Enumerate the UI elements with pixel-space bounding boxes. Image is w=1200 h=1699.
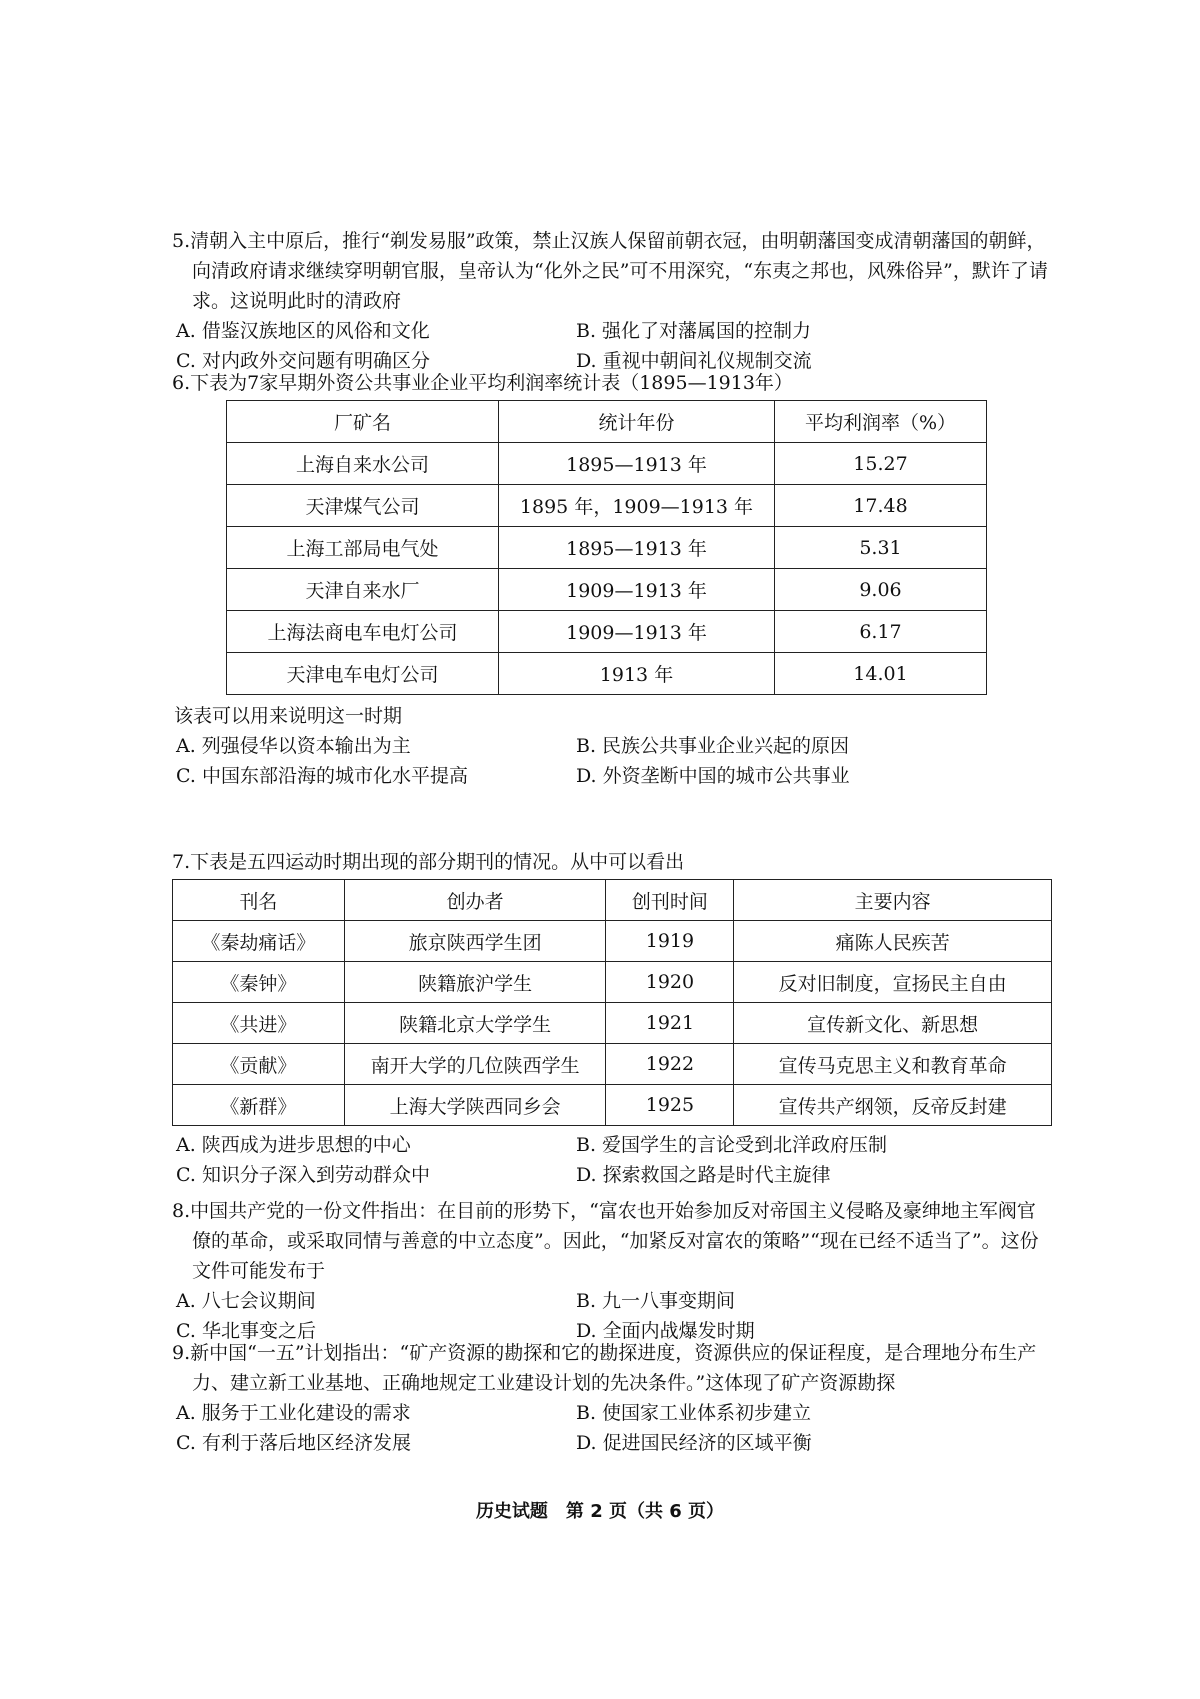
option-a: A. 服务于工业化建设的需求 xyxy=(176,1402,411,1424)
table-cell: 上海自来水公司 xyxy=(227,443,499,485)
table-cell: 旅京陕西学生团 xyxy=(344,921,606,962)
table-cell: 天津自来水厂 xyxy=(227,569,499,611)
table-cell: 1895—1913 年 xyxy=(499,443,775,485)
table-cell: 上海工部局电气处 xyxy=(227,527,499,569)
option-c: C. 有利于落后地区经济发展 xyxy=(176,1432,411,1454)
question-stem: 6.下表为7家早期外资公共事业企业平均利润率统计表（1895—1913年） xyxy=(172,372,793,394)
question-stem: 7.下表是五四运动时期出现的部分期刊的情况。从中可以看出 xyxy=(172,851,685,873)
option-d: D. 重视中朝间礼仪规制交流 xyxy=(576,350,812,372)
options xyxy=(172,316,1052,376)
table-cell: 6.17 xyxy=(775,611,987,653)
option-a: A. 陕西成为进步思想的中心 xyxy=(176,1134,411,1156)
table-header: 平均利润率（%） xyxy=(775,401,987,443)
table-header-row xyxy=(227,401,987,443)
table-cell: 南开大学的几位陕西学生 xyxy=(344,1044,606,1085)
table-row xyxy=(227,569,987,611)
question-6 xyxy=(172,368,1052,791)
option-a: A. 八七会议期间 xyxy=(176,1290,316,1312)
table-cell: 1919 xyxy=(606,921,734,962)
table-cell: 上海大学陕西同乡会 xyxy=(344,1085,606,1126)
table-header: 厂矿名 xyxy=(227,401,499,443)
table-lead-text: 该表可以用来说明这一时期 xyxy=(174,705,403,727)
table-row xyxy=(173,962,1052,1003)
option-d: D. 外资垄断中国的城市公共事业 xyxy=(576,765,850,787)
option-c: C. 中国东部沿海的城市化水平提高 xyxy=(176,765,468,787)
table-cell: 1925 xyxy=(606,1085,734,1126)
table-cell: 1921 xyxy=(606,1003,734,1044)
table-cell: 《新群》 xyxy=(173,1085,345,1126)
table-header-row xyxy=(173,880,1052,921)
table-cell: 《贡献》 xyxy=(173,1044,345,1085)
table-cell: 15.27 xyxy=(775,443,987,485)
option-d: D. 探索救国之路是时代主旋律 xyxy=(576,1164,831,1186)
table-row xyxy=(173,1044,1052,1085)
table-cell: 上海法商电车电灯公司 xyxy=(227,611,499,653)
option-a: A. 列强侵华以资本输出为主 xyxy=(176,735,411,757)
table-row xyxy=(173,1003,1052,1044)
table-row xyxy=(227,653,987,695)
table-cell: 痛陈人民疾苦 xyxy=(734,921,1052,962)
table-header: 创刊时间 xyxy=(606,880,734,921)
periodicals-table xyxy=(172,879,1052,1126)
table-cell: 1913 年 xyxy=(499,653,775,695)
profit-rate-table xyxy=(226,400,987,695)
table-cell: 《共进》 xyxy=(173,1003,345,1044)
option-c: C. 华北事变之后 xyxy=(176,1320,316,1342)
table-row xyxy=(173,921,1052,962)
table-cell: 14.01 xyxy=(775,653,987,695)
option-c: C. 知识分子深入到劳动群众中 xyxy=(176,1164,430,1186)
option-b: B. 民族公共事业企业兴起的原因 xyxy=(576,735,850,757)
question-stem: 8.中国共产党的一份文件指出：在目前的形势下，“富农也开始参加反对帝国主义侵略及豪绅地主军阀官僚的革命，或采取同情与善意的中立态度”。因此，“加紧反对富农的策略”“现在已经不适当了”。这份文件可能发布于 xyxy=(172,1200,1039,1282)
table-cell: 17.48 xyxy=(775,485,987,527)
question-stem: 9.新中国“一五”计划指出：“矿产资源的勘探和它的勘探进度，资源供应的保证程度，是合理地分布生产力、建立新工业基地、正确地规定工业建设计划的先决条件。”这体现了矿产资源勘探 xyxy=(172,1342,1037,1394)
table-header: 创办者 xyxy=(344,880,606,921)
table-header: 主要内容 xyxy=(734,880,1052,921)
question-stem: 5.清朝入主中原后，推行“剃发易服”政策，禁止汉族人保留前朝衣冠，由明朝藩国变成清朝藩国的朝鲜，向清政府请求继续穿明朝官服，皇帝认为“化外之民”可不用深究，“东夷之邦也，风殊俗异”，默许了请求。这说明此时的清政府 xyxy=(172,230,1048,312)
question-5 xyxy=(172,226,1052,376)
options xyxy=(172,1286,1052,1346)
table-cell: 1909—1913 年 xyxy=(499,611,775,653)
question-8 xyxy=(172,1196,1052,1346)
table-cell: 宣传共产纲领，反帝反封建 xyxy=(734,1085,1052,1126)
table-cell: 5.31 xyxy=(775,527,987,569)
option-d: D. 促进国民经济的区域平衡 xyxy=(576,1432,812,1454)
table-cell: 9.06 xyxy=(775,569,987,611)
table-row xyxy=(227,485,987,527)
table-cell: 宣传马克思主义和教育革命 xyxy=(734,1044,1052,1085)
table-row xyxy=(173,1085,1052,1126)
question-7 xyxy=(172,847,1052,1190)
option-b: B. 强化了对藩属国的控制力 xyxy=(576,320,812,342)
table-cell: 《秦劫痛话》 xyxy=(173,921,345,962)
question-9 xyxy=(172,1338,1052,1458)
table-cell: 天津电车电灯公司 xyxy=(227,653,499,695)
option-b: B. 爱国学生的言论受到北洋政府压制 xyxy=(576,1134,888,1156)
table-cell: 1909—1913 年 xyxy=(499,569,775,611)
table-cell: 陕籍旅沪学生 xyxy=(344,962,606,1003)
option-d: D. 全面内战爆发时期 xyxy=(576,1320,755,1342)
page-footer: 历史试题 第 2 页（共 6 页） xyxy=(475,1501,725,1522)
table-cell: 《秦钟》 xyxy=(173,962,345,1003)
options xyxy=(172,1398,1052,1458)
option-c: C. 对内政外交问题有明确区分 xyxy=(176,350,430,372)
table-cell: 1922 xyxy=(606,1044,734,1085)
table-cell: 天津煤气公司 xyxy=(227,485,499,527)
table-cell: 宣传新文化、新思想 xyxy=(734,1003,1052,1044)
table-header: 刊名 xyxy=(173,880,345,921)
table-cell: 陕籍北京大学学生 xyxy=(344,1003,606,1044)
option-a: A. 借鉴汉族地区的风俗和文化 xyxy=(176,320,430,342)
option-b: B. 九一八事变期间 xyxy=(576,1290,736,1312)
table-cell: 反对旧制度，宣扬民主自由 xyxy=(734,962,1052,1003)
table-row xyxy=(227,527,987,569)
option-b: B. 使国家工业体系初步建立 xyxy=(576,1402,812,1424)
table-row xyxy=(227,443,987,485)
options xyxy=(172,731,1052,791)
table-cell: 1895 年，1909—1913 年 xyxy=(499,485,775,527)
options xyxy=(172,1130,1052,1190)
table-header: 统计年份 xyxy=(499,401,775,443)
table-cell: 1920 xyxy=(606,962,734,1003)
table-row xyxy=(227,611,987,653)
table-cell: 1895—1913 年 xyxy=(499,527,775,569)
